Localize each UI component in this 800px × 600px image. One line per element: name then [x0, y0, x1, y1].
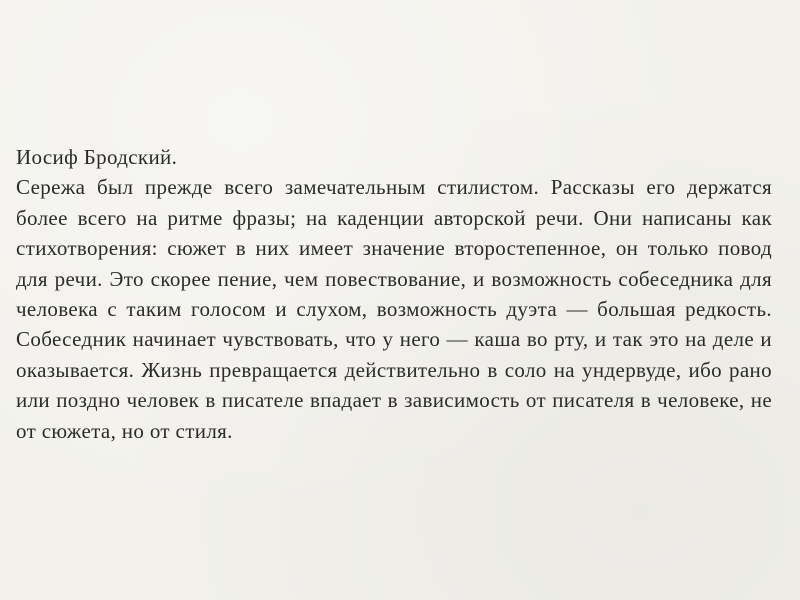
quote-text: Сережа был прежде всего замечательным стилистом. Рассказы его держатся более всего на ритме фразы; на каденции авторской речи. Они написаны как стихотворения: сюжет в них имеет значение второстепенное, он только повод для речи. Это скорее пение, чем повествование, и возможность собеседника для человека с таким голосом и слухом, возможность дуэта — большая редкость. Собеседник начинает чувствовать, что у него — каша во рту, и так это на деле и оказывается. Жизнь превращается действительно в соло на ундервуде, ибо рано или поздно человек в писателе впадает в зависимость от писателя в человеке, не от сюжета, но от стиля.: [16, 175, 772, 443]
quote-author: Иосиф Бродский.: [16, 145, 178, 169]
quote-block: [16, 142, 772, 446]
